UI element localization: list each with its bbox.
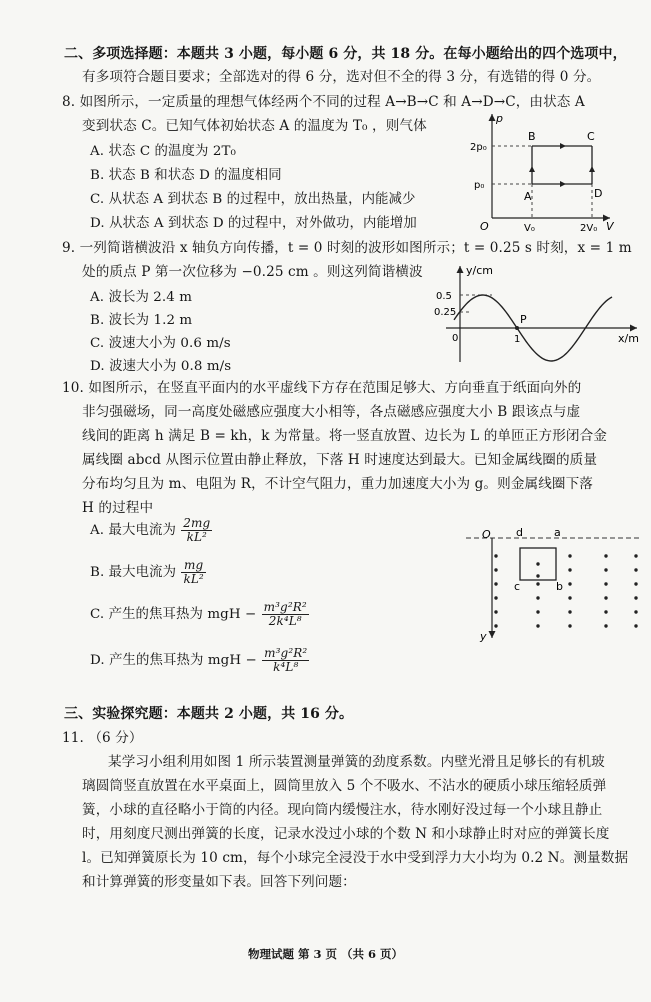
field-dot	[536, 574, 539, 577]
q10-option-b	[90, 558, 206, 588]
field-dot	[634, 554, 637, 557]
field-dot	[494, 624, 497, 627]
corner-d-label: d	[516, 526, 523, 539]
field-dot	[494, 582, 497, 585]
q10-option-c-text: C. 产生的焦耳热为 mgH −	[90, 607, 257, 622]
q8-pv-graph	[470, 108, 620, 234]
field-dot	[634, 568, 637, 571]
v-axis-label: V	[606, 220, 614, 233]
q8-option-b: B. 状态 B 和状态 D 的温度相同	[90, 168, 282, 183]
q10-stem-line3: 线间的距离 h 满足 B = kh，k 为常量。将一竖直放置、边长为 L 的单匝正方形闭合金	[82, 428, 607, 444]
field-dot	[536, 582, 539, 585]
field-dot	[536, 610, 539, 613]
q11-line6: 和计算弹簧的形变量如下表。回答下列问题：	[82, 874, 356, 890]
corner-c-label: c	[514, 580, 521, 593]
field-dot	[568, 554, 571, 557]
q11-line1: 某学习小组利用如图 1 所示装置测量弹簧的劲度系数。内壁光滑且足够长的有机玻	[108, 754, 605, 770]
q8-stem-line1: 8. 如图所示，一定质量的理想气体经两个不同的过程 A→B→C 和 A→D→C，由状态 A	[62, 94, 585, 110]
field-dot	[604, 624, 607, 627]
corner-a-label: a	[554, 526, 561, 539]
q10-field-diagram	[466, 526, 642, 644]
q11-line3: 簧，小球的直径略小于筒的内径。现向筒内缓慢注水，待水刚好没过每一个小球且静止	[82, 802, 603, 818]
q10-stem-line4: 属线圈 abcd 从图示位置由静止释放，下落 H 时速度达到最大。已知金属线圈的质量	[82, 452, 598, 468]
field-dot	[568, 624, 571, 627]
point-c-label: C	[587, 130, 595, 143]
q9-option-b: B. 波长为 1.2 m	[90, 313, 193, 328]
q10-option-a-text: A. 最大电流为	[90, 523, 176, 538]
field-dot	[536, 624, 539, 627]
tick-v0: V₀	[524, 223, 535, 234]
point-p-label: P	[520, 313, 527, 326]
q9-option-a: A. 波长为 2.4 m	[90, 290, 193, 305]
field-dot	[494, 596, 497, 599]
section2-header-line2: 有多项符合题目要求；全部选对的得 6 分，选对但不全的得 3 分，有选错的得 0 分。	[82, 69, 601, 85]
section3-header: 三、实验探究题：本题共 2 小题，共 16 分。	[64, 706, 354, 722]
q10-option-c-fraction: $\frac{\text{m³g²R²}}{\text{2k⁴L⁸}}$	[263, 600, 307, 628]
q10-option-a	[90, 516, 212, 546]
field-dot	[568, 596, 571, 599]
q11-line4: 时，用刻度尺测出弹簧的长度，记录水没过小球的个数 N 和小球静止时对应的弹簧长度	[82, 826, 610, 842]
point-d-label: D	[594, 187, 603, 200]
q9-wave-graph	[432, 262, 646, 364]
q10-stem-line1: 10. 如图所示，在竖直平面内的水平虚线下方存在范围足够大、方向垂直于纸面向外的	[62, 380, 582, 396]
q10-option-d	[90, 646, 309, 676]
field-dot	[634, 596, 637, 599]
field-dot	[494, 554, 497, 557]
q10-option-b-fraction: $\frac{mg}{\text{kL²}}$	[183, 558, 204, 586]
field-dot	[494, 610, 497, 613]
page-footer: 物理试题 第 3 页 （共 6 页）	[247, 947, 404, 961]
field-dot	[634, 610, 637, 613]
q10-option-d-fraction: $\frac{\text{m³g²R²}}{\text{k⁴L⁸}}$	[264, 646, 308, 674]
q10-stem-line6: H 的过程中	[82, 500, 154, 516]
q8-option-a: A. 状态 C 的温度为 2T₀	[90, 144, 236, 159]
q8-stem-line2: 变到状态 C。已知气体初始状态 A 的温度为 T₀ ，则气体	[82, 118, 427, 134]
field-dot	[536, 596, 539, 599]
q8-option-c: C. 从状态 A 到状态 B 的过程中，放出热量，内能减少	[90, 192, 416, 207]
tick-p0: p₀	[474, 180, 485, 191]
q11-line2: 璃圆筒竖直放置在水平桌面上，圆筒里放入 5 个不吸水、不沾水的硬质小球压缩轻质弹	[82, 778, 607, 794]
q9-stem-line1: 9. 一列简谐横波沿 x 轴负方向传播，t = 0 时刻的波形如图所示；t = 0.25 s 时刻，x = 1 m	[62, 240, 632, 256]
field-dot	[634, 582, 637, 585]
y-axis-label: y	[480, 630, 487, 643]
field-dot	[494, 568, 497, 571]
tick-2p0: 2p₀	[470, 142, 487, 153]
x-axis-label: x/m	[618, 332, 639, 345]
q11-line5: l。已知弹簧原长为 10 cm，每个小球完全浸没于水中受到浮力大小均为 0.2 N。测量数据	[82, 850, 629, 866]
q11-label: 11. （6 分）	[62, 730, 143, 746]
q10-option-c	[90, 600, 309, 630]
q9-option-c: C. 波速大小为 0.6 m/s	[90, 336, 231, 351]
field-dot	[604, 610, 607, 613]
point-p	[515, 326, 519, 330]
y-axis-label: y/cm	[466, 264, 493, 277]
field-dot	[568, 568, 571, 571]
q10-option-a-fraction: $\frac{2mg}{\text{kL²}}$	[183, 516, 211, 544]
q10-option-d-text: D. 产生的焦耳热为 mgH −	[90, 653, 257, 668]
tick-2v0: 2V₀	[580, 223, 598, 234]
q9-stem-line2: 处的质点 P 第一次位移为 −0.25 cm 。则这列简谐横波	[82, 264, 423, 280]
section2-header-line1: 二、多项选择题：本题共 3 小题，每小题 6 分，共 18 分。在每小题给出的四个选项中，	[64, 46, 627, 62]
field-dot	[568, 610, 571, 613]
q9-option-d: D. 波速大小为 0.8 m/s	[90, 359, 232, 374]
corner-b-label: b	[556, 580, 563, 593]
tick-0-5: 0.5	[436, 291, 452, 302]
point-b-label: B	[528, 130, 536, 143]
field-dot	[604, 554, 607, 557]
origin-label: O	[482, 528, 491, 541]
field-dot	[634, 624, 637, 627]
q10-stem-line2: 非匀强磁场，同一高度处磁感应强度大小相等，各点磁感应强度大小 B 跟该点与虚	[82, 404, 581, 420]
field-dot	[536, 562, 539, 565]
q8-option-d: D. 从状态 A 到状态 D 的过程中，对外做功，内能增加	[90, 216, 417, 231]
origin-label: 0	[452, 333, 459, 344]
field-dot	[604, 568, 607, 571]
field-dot	[568, 582, 571, 585]
origin-label: O	[480, 220, 489, 233]
point-a-label: A	[524, 190, 532, 203]
tick-0-25: 0.25	[434, 307, 457, 318]
q10-stem-line5: 分布均匀且为 m、电阻为 R，不计空气阻力，重力加速度大小为 g。则金属线圈下落	[82, 476, 593, 492]
p-axis-label: p	[496, 112, 503, 125]
field-dot	[604, 596, 607, 599]
tick-1: 1	[514, 334, 521, 345]
q10-option-b-text: B. 最大电流为	[90, 565, 177, 580]
field-dot	[604, 582, 607, 585]
